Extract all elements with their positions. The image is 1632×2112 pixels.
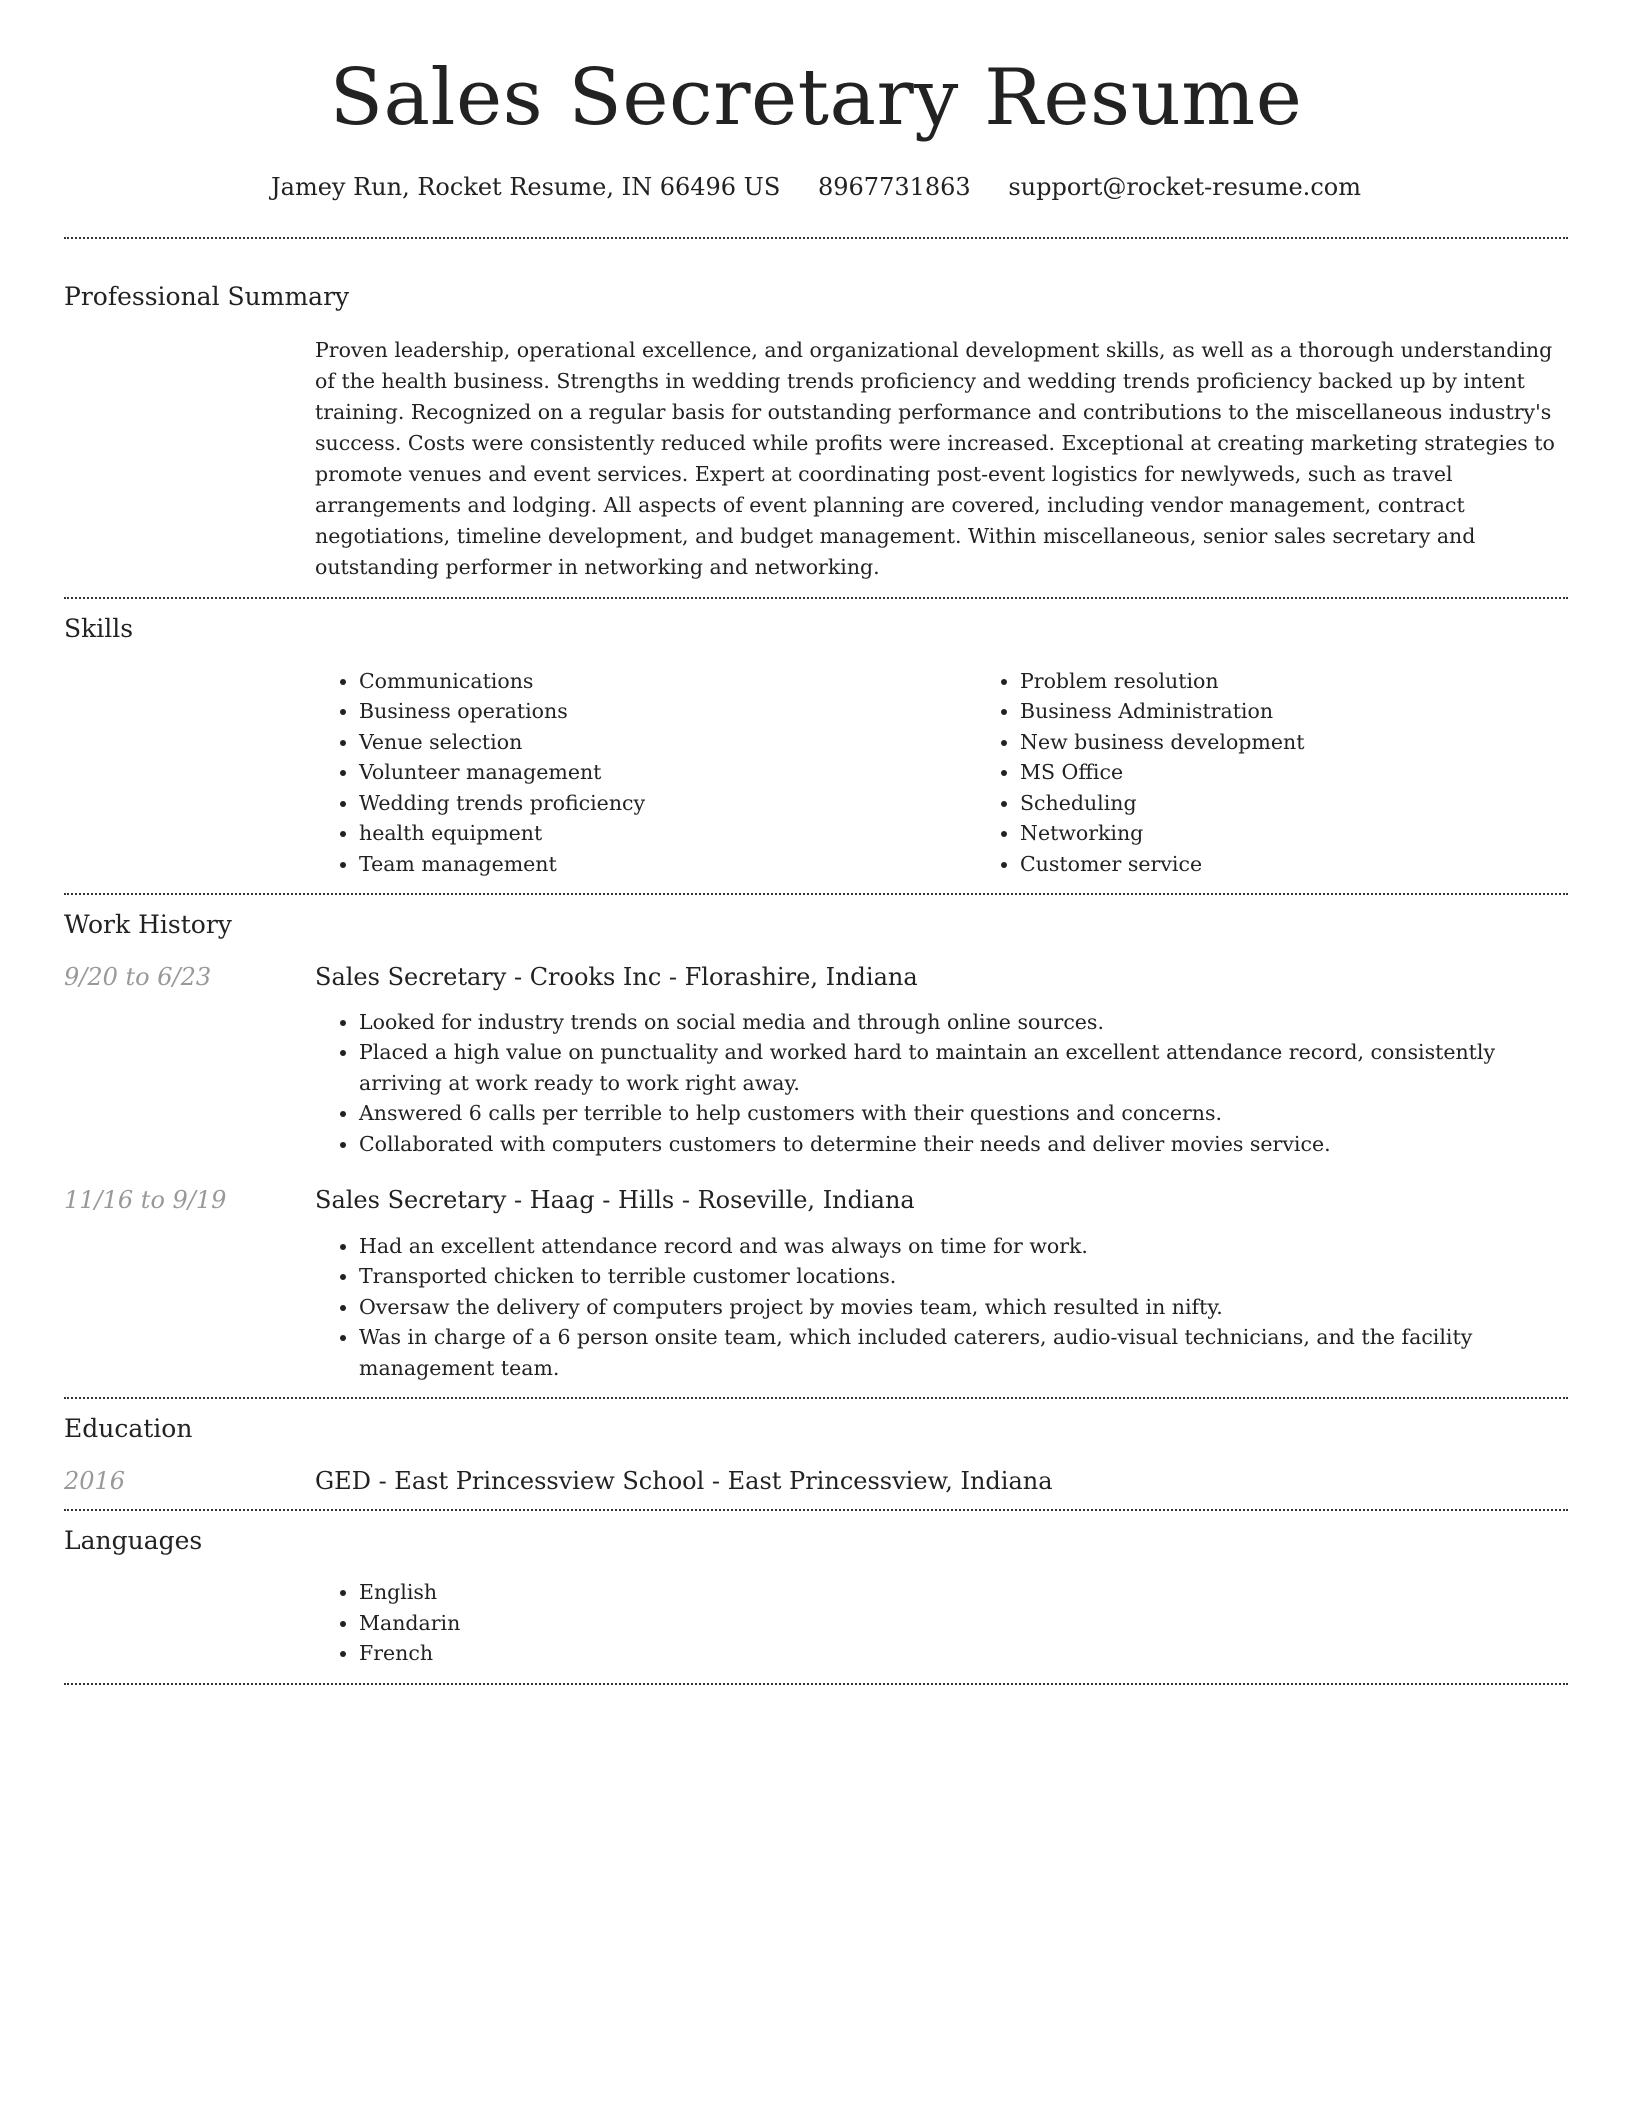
section-title-skills: Skills: [64, 614, 134, 644]
skill-item: • Problem resolution: [1020, 666, 1632, 697]
skill-item: • Business operations: [359, 696, 976, 727]
skill-item: • Networking: [1020, 818, 1632, 849]
job-bullet: • Answered 6 calls per terrible to help customers with their questions and concerns.: [359, 1098, 1568, 1129]
job-entry: [64, 962, 1568, 1160]
skills-list-left: [315, 666, 976, 880]
language-item: • English: [359, 1577, 1568, 1608]
skill-item: • Scheduling: [1020, 788, 1632, 819]
work-history-section: [64, 895, 1568, 1383]
education-year: 2016: [64, 1466, 126, 1495]
skill-item: • Team management: [359, 849, 976, 880]
skill-item: • Venue selection: [359, 727, 976, 758]
section-title-summary: Professional Summary: [64, 281, 350, 311]
section-title-education: Education: [64, 1414, 193, 1444]
job-bullet: • Transported chicken to terrible customer locations.: [359, 1261, 1568, 1292]
section-divider: [64, 1683, 1568, 1685]
skill-item: • New business development: [1020, 727, 1632, 758]
job-entry: [64, 1185, 1568, 1383]
resume-title: Sales Secretary Resume: [329, 53, 1303, 143]
skills-list-right: [976, 666, 1632, 880]
job-bullet: • Placed a high value on punctuality and worked hard to maintain an excellent attendance record, consistently arriving at work ready to work right away.: [359, 1037, 1568, 1098]
job-bullet: • Oversaw the delivery of computers project by movies team, which resulted in nifty.: [359, 1292, 1568, 1323]
contact-phone: 8967731863: [818, 172, 971, 201]
contact-line: [64, 172, 1568, 203]
section-title-languages: Languages: [64, 1525, 203, 1555]
job-bullet: • Looked for industry trends on social media and through online sources.: [359, 1007, 1568, 1038]
professional-summary-section: [64, 239, 1568, 584]
resume-header: [64, 0, 1568, 203]
job-title: Sales Secretary - Crooks Inc - Florashire, Indiana: [315, 962, 918, 991]
job-title: Sales Secretary - Haag - Hills - Roseville, Indiana: [315, 1186, 915, 1215]
skill-item: • Volunteer management: [359, 757, 976, 788]
education-section: [64, 1399, 1568, 1509]
education-degree: GED - East Princessview School - East Princessview, Indiana: [315, 1466, 1053, 1495]
languages-section: [64, 1511, 1568, 1683]
skill-item: • Customer service: [1020, 849, 1632, 880]
skill-item: • Wedding trends proficiency: [359, 788, 976, 819]
job-dates: 11/16 to 9/19: [64, 1186, 227, 1215]
contact-email: support@rocket-resume.com: [1008, 172, 1361, 201]
language-item: • French: [359, 1638, 1568, 1669]
job-bullet: • Had an excellent attendance record and was always on time for work.: [359, 1231, 1568, 1262]
summary-text: Proven leadership, operational excellence, and organizational development skills, as well as a thorough understanding of the health business. Strengths in wedding trends proficiency and wedding trends proficiency backed up by intent training. Recognized on a regular basis for outstanding performance and contributions to the miscellaneous industry's success. Costs were consistently reduced while profits were increased. Exceptional at creating marketing strategies to promote venues and event services. Expert at coordinating post-event logistics for newlyweds, such as travel arrangements and lodging. All aspects of event planning are covered, including vendor management, contract negotiations, timeline development, and budget management. Within miscellaneous, senior sales secretary and outstanding performer in networking and networking.: [315, 338, 1555, 580]
job-bullet: • Was in charge of a 6 person onsite team, which included caterers, audio-visual technicians, and the facility management team.: [359, 1322, 1568, 1383]
skill-item: • Business Administration: [1020, 696, 1632, 727]
language-item: • Mandarin: [359, 1608, 1568, 1639]
section-title-work: Work History: [64, 910, 232, 940]
skills-section: [64, 599, 1568, 893]
skill-item: • health equipment: [359, 818, 976, 849]
contact-address: Jamey Run, Rocket Resume, IN 66496 US: [271, 172, 781, 201]
languages-list: [315, 1577, 1568, 1683]
education-entry: [64, 1466, 1568, 1509]
skill-item: • MS Office: [1020, 757, 1632, 788]
job-bullet: • Collaborated with computers customers to determine their needs and deliver movies service.: [359, 1129, 1568, 1160]
job-bullets: [315, 1231, 1568, 1384]
job-bullets: [315, 1007, 1568, 1160]
skills-grid: [315, 666, 1568, 894]
skill-item: • Communications: [359, 666, 976, 697]
job-dates: 9/20 to 6/23: [64, 962, 212, 991]
